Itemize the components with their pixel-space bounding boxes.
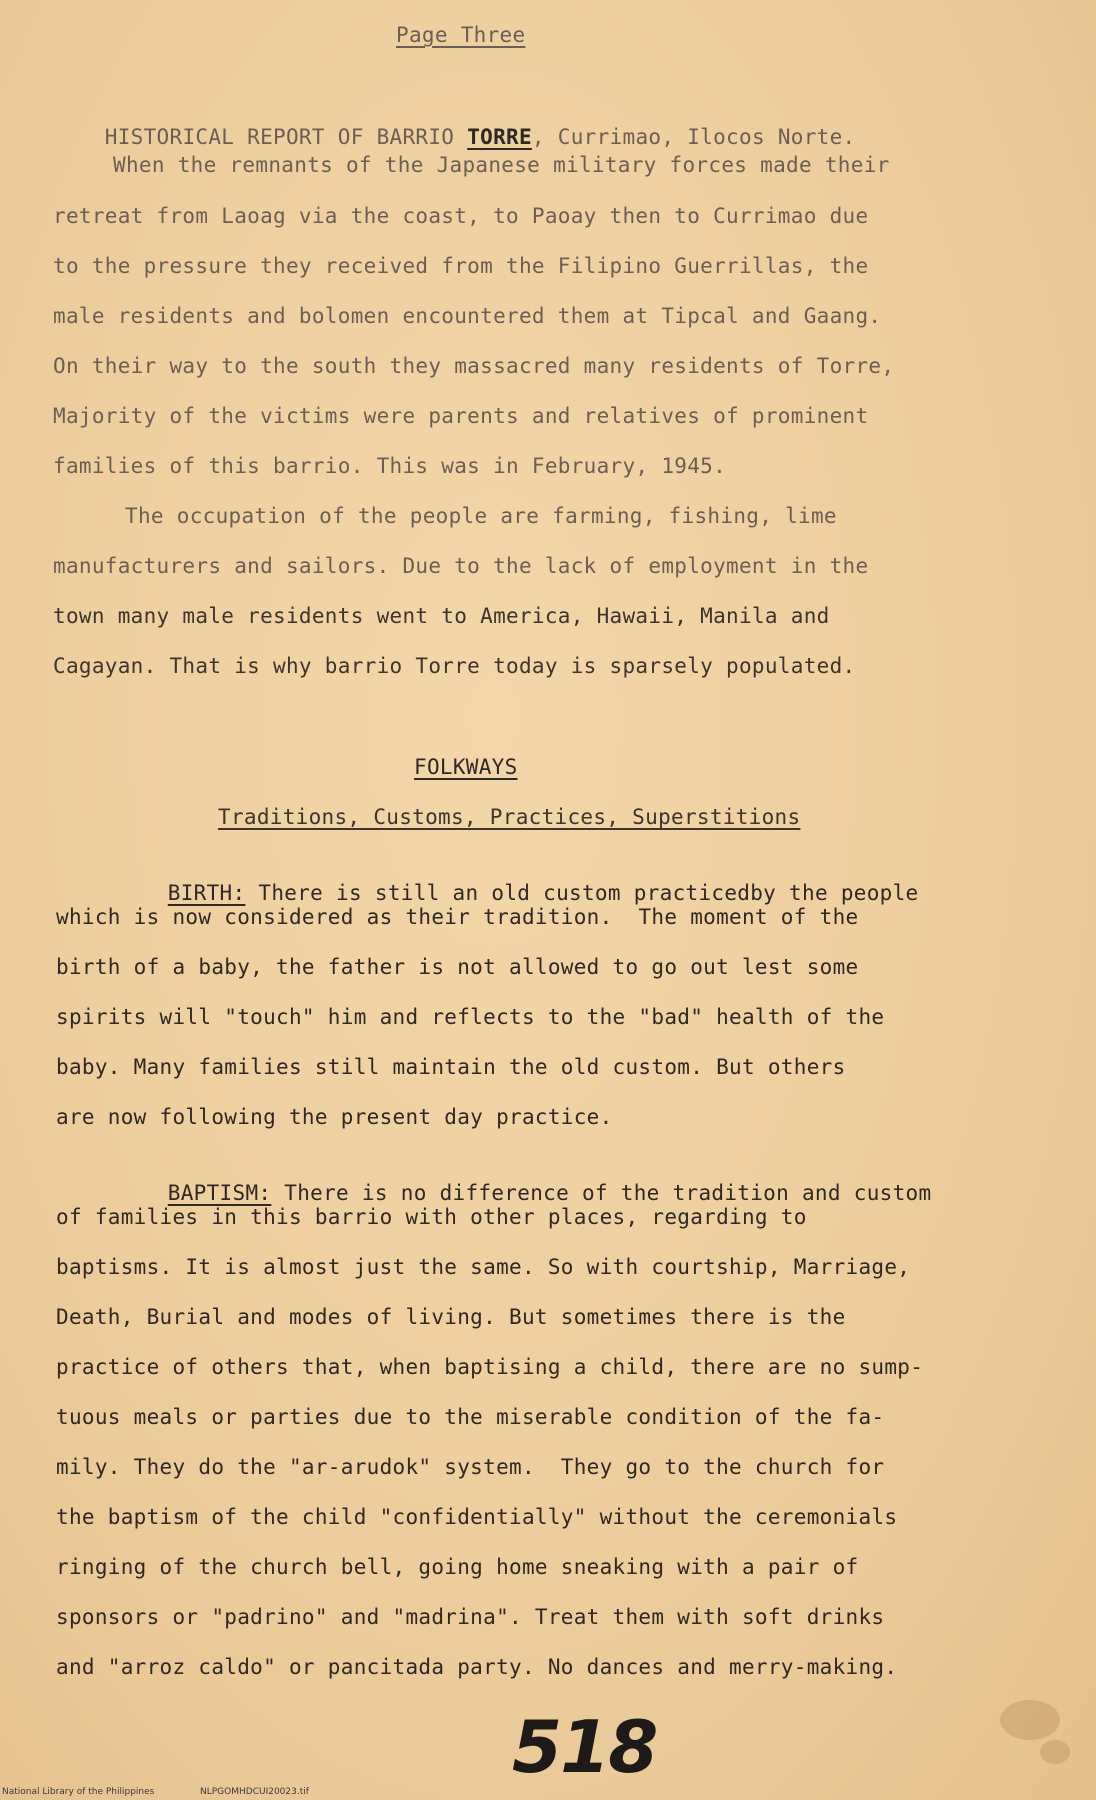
history-line: On their way to the south they massacred many residents of Torre, [53, 354, 895, 378]
baptism-line: Death, Burial and modes of living. But sometimes there is the [56, 1305, 846, 1329]
baptism-line: mily. They do the "ar-arudok" system. They go to the church for [56, 1455, 885, 1479]
occupation-line: manufacturers and sailors. Due to the lack of employment in the [53, 554, 869, 578]
baptism-line: practice of others that, when baptising a child, there are no sump- [56, 1355, 924, 1379]
birth-line: spirits will "touch" him and reflects to the "bad" health of the [56, 1005, 885, 1029]
library-credit: National Library of the Philippines [2, 1787, 155, 1797]
folkways-heading: FOLKWAYS [414, 755, 518, 779]
baptism-line: ringing of the church bell, going home sneaking with a pair of [56, 1555, 859, 1579]
birth-label: BIRTH: [167, 881, 246, 905]
paper-stain [1000, 1700, 1060, 1740]
baptism-first-text: There is no difference of the tradition and custom [271, 1181, 932, 1205]
occupation-line: Cagayan. That is why barrio Torre today is sparsely populated. [53, 654, 856, 678]
history-line: When the remnants of the Japanese military forces made their [113, 153, 890, 177]
file-id: NLPGOMHDCUI20023.tif [200, 1787, 309, 1797]
report-title-prefix: HISTORICAL REPORT OF BARRIO [104, 125, 468, 149]
folkways-subheading: Traditions, Customs, Practices, Superstitions [218, 805, 801, 829]
history-line: families of this barrio. This was in February, 1945. [53, 454, 727, 478]
history-line: retreat from Laoag via the coast, to Paoay then to Currimao due [53, 204, 869, 228]
baptism-label: BAPTISM: [167, 1181, 272, 1205]
handwritten-page-number: 518 [512, 1705, 657, 1789]
occupation-line: town many male residents went to America, Hawaii, Manila and [53, 604, 830, 628]
birth-first-text: There is still an old custom practicedby the people [245, 881, 919, 905]
birth-line: are now following the present day practice. [56, 1105, 613, 1129]
baptism-line: sponsors or "padrino" and "madrina". Treat them with soft drinks [56, 1605, 885, 1629]
baptism-line: and "arroz caldo" or pancitada party. No dances and merry-making. [56, 1655, 898, 1679]
occupation-line: The occupation of the people are farming, fishing, lime [125, 504, 837, 528]
baptism-line: baptisms. It is almost just the same. So with courtship, Marriage, [56, 1255, 911, 1279]
paper-stain [1040, 1740, 1070, 1764]
page-label: Page Three [396, 23, 526, 47]
baptism-line: of families in this barrio with other places, regarding to [56, 1205, 807, 1229]
birth-line: which is now considered as their tradition. The moment of the [56, 905, 859, 929]
history-line: to the pressure they received from the Filipino Guerrillas, the [53, 254, 869, 278]
birth-line: baby. Many families still maintain the old custom. But others [56, 1055, 846, 1079]
report-title-suffix: , Currimao, Ilocos Norte. [531, 125, 856, 149]
history-line: Majority of the victims were parents and relatives of prominent [53, 404, 869, 428]
baptism-line: the baptism of the child "confidentially" without the ceremonials [56, 1505, 898, 1529]
baptism-line: tuous meals or parties due to the miserable condition of the fa- [56, 1405, 885, 1429]
history-line: male residents and bolomen encountered them at Tipcal and Gaang. [53, 304, 882, 328]
birth-line: birth of a baby, the father is not allowed to go out lest some [56, 955, 859, 979]
report-title-barrio: TORRE [467, 125, 532, 149]
